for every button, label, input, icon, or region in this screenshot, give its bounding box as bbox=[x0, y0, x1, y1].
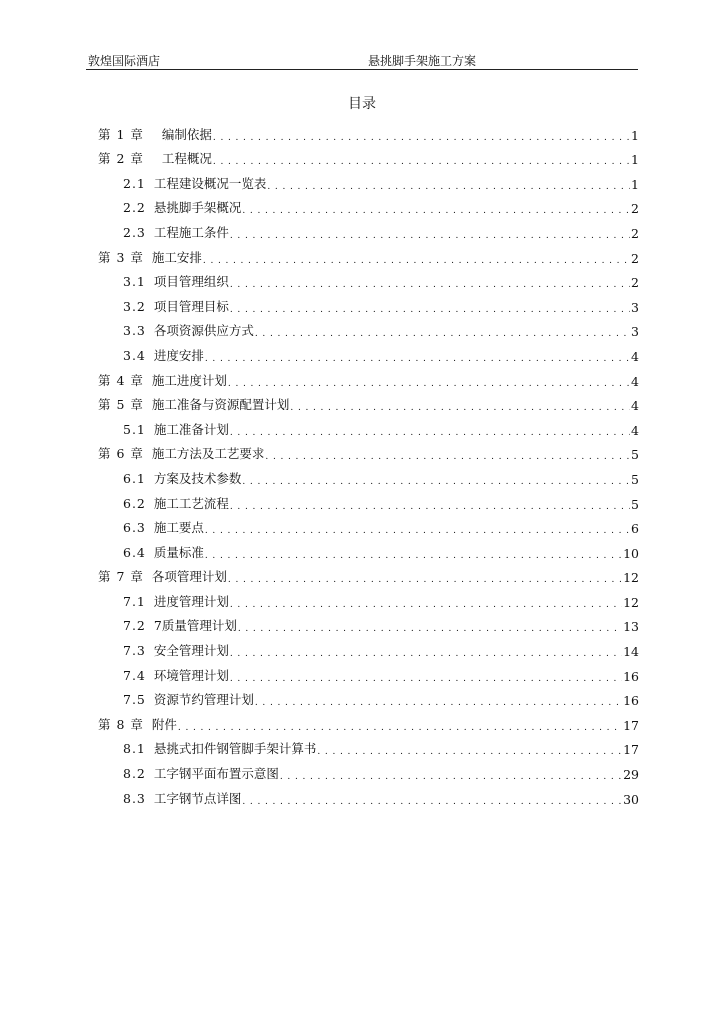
toc-entry-number: 第 7 章 bbox=[98, 569, 144, 585]
toc-entry-label bbox=[123, 616, 237, 634]
dot-leader bbox=[230, 498, 630, 512]
dot-leader bbox=[238, 620, 622, 634]
dot-leader bbox=[317, 743, 622, 757]
toc-entry-page: 10 bbox=[623, 545, 639, 561]
toc-entry-page: 17 bbox=[623, 742, 639, 758]
toc-entry-page: 1 bbox=[631, 127, 639, 143]
toc-entry-label bbox=[123, 272, 229, 290]
toc-entry-label bbox=[98, 567, 227, 585]
toc-entry-number: 第 2 章 bbox=[98, 151, 144, 167]
toc-entry bbox=[98, 389, 639, 414]
toc-entry-page: 4 bbox=[631, 398, 639, 414]
toc-entry bbox=[98, 659, 639, 684]
toc-entry-number: 6.2 bbox=[123, 495, 146, 511]
toc-entry-label bbox=[123, 346, 204, 364]
toc-entry-page: 2 bbox=[631, 225, 639, 241]
dot-leader bbox=[230, 227, 630, 241]
toc-entry bbox=[98, 315, 639, 340]
toc-entry-page: 2 bbox=[631, 275, 639, 291]
dot-leader bbox=[228, 375, 630, 389]
toc-entry-title: 施工进度计划 bbox=[151, 372, 227, 388]
toc-entry bbox=[98, 610, 639, 635]
toc-entry bbox=[98, 708, 639, 733]
toc-entry-number: 3.1 bbox=[123, 274, 146, 290]
toc-entry-label bbox=[123, 198, 241, 216]
toc-entry-title: 编制依据 bbox=[161, 126, 212, 142]
toc-entry-number: 7.1 bbox=[123, 593, 146, 609]
toc-entry-label bbox=[98, 444, 264, 462]
toc-entry bbox=[98, 438, 639, 463]
toc-entry-label bbox=[98, 125, 212, 143]
toc-entry-number: 3.4 bbox=[123, 347, 146, 363]
dot-leader bbox=[213, 153, 630, 167]
toc-entry-number: 7.3 bbox=[123, 643, 146, 659]
toc-entry bbox=[98, 413, 639, 438]
toc-entry-title: 悬挑式扣件钢管脚手架计算书 bbox=[153, 741, 317, 757]
toc-entry bbox=[98, 266, 639, 291]
dot-leader bbox=[242, 793, 622, 807]
toc-entry-number: 第 4 章 bbox=[98, 372, 144, 388]
dot-leader bbox=[230, 645, 622, 659]
toc-entry-number: 3.2 bbox=[123, 298, 146, 314]
toc-entry-title: 施工准备计划 bbox=[153, 421, 229, 437]
toc-entry-number: 3.3 bbox=[123, 323, 146, 339]
toc-entry-title: 工程施工条件 bbox=[153, 224, 229, 240]
toc-entry-page: 16 bbox=[623, 668, 639, 684]
toc-entry bbox=[98, 339, 639, 364]
toc-entry-number: 8.2 bbox=[123, 766, 146, 782]
dot-leader bbox=[242, 473, 630, 487]
toc-entry-page: 1 bbox=[631, 152, 639, 168]
toc-entry-title: 施工准备与资源配置计划 bbox=[151, 397, 290, 413]
toc-entry-page: 4 bbox=[631, 422, 639, 438]
toc-entry-label bbox=[123, 641, 229, 659]
toc-entry-title: 安全管理计划 bbox=[153, 643, 229, 659]
dot-leader bbox=[205, 522, 630, 536]
toc-entry bbox=[98, 216, 639, 241]
toc-entry-title: 悬挑脚手架概况 bbox=[153, 200, 242, 216]
dot-leader bbox=[290, 399, 630, 413]
toc-entry-number: 6.1 bbox=[123, 470, 146, 486]
toc-entry bbox=[98, 757, 639, 782]
toc-entry-page: 12 bbox=[623, 594, 639, 610]
toc-entry-number: 7.5 bbox=[123, 692, 146, 708]
toc-entry-number: 2.2 bbox=[123, 200, 146, 216]
toc-entry-label bbox=[123, 321, 254, 339]
dot-leader bbox=[205, 547, 622, 561]
toc-entry-page: 5 bbox=[631, 496, 639, 512]
toc-entry-title: 方案及技术参数 bbox=[153, 470, 242, 486]
toc-entry-page: 6 bbox=[631, 521, 639, 537]
page-header bbox=[86, 50, 638, 70]
table-of-contents bbox=[98, 118, 639, 807]
toc-entry bbox=[98, 585, 639, 610]
toc-entry bbox=[98, 512, 639, 537]
toc-entry-label bbox=[123, 297, 229, 315]
toc-entry-title: 质量标准 bbox=[153, 544, 204, 560]
toc-entry-number: 6.4 bbox=[123, 544, 146, 560]
toc-entry-number: 7.2 bbox=[123, 618, 146, 634]
toc-entry bbox=[98, 536, 639, 561]
toc-entry-number: 第 1 章 bbox=[98, 126, 144, 142]
toc-entry-title: 工字钢节点详图 bbox=[153, 790, 242, 806]
toc-entry-page: 17 bbox=[623, 717, 639, 733]
toc-entry-label bbox=[98, 395, 289, 413]
toc-entry-label bbox=[98, 248, 202, 266]
dot-leader bbox=[203, 252, 630, 266]
toc-entry-number: 5.1 bbox=[123, 421, 146, 437]
header-rule bbox=[86, 69, 638, 70]
toc-entry-page: 5 bbox=[631, 447, 639, 463]
toc-entry-label bbox=[98, 149, 212, 167]
toc-entry-title: 工程概况 bbox=[161, 151, 212, 167]
dot-leader bbox=[255, 325, 630, 339]
toc-entry bbox=[98, 364, 639, 389]
dot-leader bbox=[280, 768, 622, 782]
dot-leader bbox=[267, 178, 630, 192]
toc-entry-title: 进度管理计划 bbox=[153, 593, 229, 609]
toc-entry-label bbox=[123, 223, 229, 241]
toc-entry-title: 施工要点 bbox=[153, 520, 204, 536]
toc-entry-page: 3 bbox=[631, 324, 639, 340]
toc-entry-page: 30 bbox=[623, 791, 639, 807]
toc-entry-label bbox=[123, 469, 241, 487]
dot-leader bbox=[230, 596, 622, 610]
dot-leader bbox=[213, 129, 630, 143]
toc-entry bbox=[98, 733, 639, 758]
toc-entry-title: 项目管理目标 bbox=[153, 298, 229, 314]
toc-entry-label bbox=[123, 666, 229, 684]
toc-entry-title: 工程建设概况一览表 bbox=[153, 175, 267, 191]
dot-leader bbox=[255, 694, 622, 708]
toc-entry-page: 5 bbox=[631, 471, 639, 487]
dot-leader bbox=[265, 448, 630, 462]
toc-entry-page: 1 bbox=[631, 176, 639, 192]
toc-entry-label bbox=[123, 690, 254, 708]
toc-entry-page: 3 bbox=[631, 299, 639, 315]
toc-entry bbox=[98, 290, 639, 315]
toc-entry-number: 2.1 bbox=[123, 175, 146, 191]
toc-entry-label bbox=[98, 715, 177, 733]
toc-entry bbox=[98, 462, 639, 487]
toc-entry bbox=[98, 684, 639, 709]
toc-entry-title: 工字钢平面布置示意图 bbox=[153, 766, 279, 782]
dot-leader bbox=[205, 350, 630, 364]
toc-entry-title: 资源节约管理计划 bbox=[153, 692, 254, 708]
toc-entry-title: 各项管理计划 bbox=[151, 569, 227, 585]
toc-entry-page: 2 bbox=[631, 250, 639, 266]
toc-entry bbox=[98, 782, 639, 807]
dot-leader bbox=[230, 276, 630, 290]
toc-entry-label bbox=[123, 739, 316, 757]
toc-entry-number: 2.3 bbox=[123, 224, 146, 240]
toc-entry bbox=[98, 561, 639, 586]
dot-leader bbox=[178, 719, 622, 733]
toc-entry-page: 12 bbox=[623, 570, 639, 586]
toc-entry-label bbox=[123, 592, 229, 610]
toc-entry-number: 8.3 bbox=[123, 790, 146, 806]
toc-entry-title: 项目管理组织 bbox=[153, 274, 229, 290]
toc-entry-page: 16 bbox=[623, 693, 639, 709]
toc-entry bbox=[98, 487, 639, 512]
toc-entry bbox=[98, 118, 639, 143]
toc-entry-title: 施工安排 bbox=[151, 249, 202, 265]
dot-leader bbox=[242, 202, 630, 216]
toc-entry-title: 附件 bbox=[151, 716, 177, 732]
toc-entry-label bbox=[123, 420, 229, 438]
dot-leader bbox=[230, 424, 630, 438]
toc-entry bbox=[98, 143, 639, 168]
toc-entry-title: 各项资源供应方式 bbox=[153, 323, 254, 339]
toc-entry-page: 4 bbox=[631, 373, 639, 389]
dot-leader bbox=[228, 571, 622, 585]
dot-leader bbox=[230, 301, 630, 315]
toc-entry-number: 8.1 bbox=[123, 741, 146, 757]
toc-entry bbox=[98, 241, 639, 266]
toc-entry-label bbox=[123, 543, 204, 561]
toc-entry-number: 6.3 bbox=[123, 520, 146, 536]
toc-entry-number: 7.4 bbox=[123, 667, 146, 683]
toc-entry-label bbox=[123, 518, 204, 536]
toc-entry-page: 29 bbox=[623, 767, 639, 783]
toc-entry-title: 进度安排 bbox=[153, 347, 204, 363]
toc-entry bbox=[98, 634, 639, 659]
toc-entry-page: 4 bbox=[631, 348, 639, 364]
toc-entry-page: 14 bbox=[623, 644, 639, 660]
toc-entry bbox=[98, 167, 639, 192]
toc-entry-title: 7质量管理计划 bbox=[153, 618, 237, 634]
toc-entry-label bbox=[123, 494, 229, 512]
toc-entry-number: 第 6 章 bbox=[98, 446, 144, 462]
toc-entry-page: 13 bbox=[623, 619, 639, 635]
toc-entry-label bbox=[98, 371, 227, 389]
toc-title: 目录 bbox=[348, 96, 376, 112]
toc-entry-title: 施工工艺流程 bbox=[153, 495, 229, 511]
dot-leader bbox=[230, 670, 622, 684]
toc-entry-label bbox=[123, 764, 279, 782]
toc-entry-number: 第 8 章 bbox=[98, 716, 144, 732]
toc-entry-number: 第 5 章 bbox=[98, 397, 144, 413]
toc-entry bbox=[98, 192, 639, 217]
header-left-text: 敦煌国际酒店 bbox=[88, 54, 161, 68]
header-right-text: 悬挑脚手架施工方案 bbox=[368, 54, 477, 68]
toc-entry-page: 2 bbox=[631, 201, 639, 217]
toc-entry-number: 第 3 章 bbox=[98, 249, 144, 265]
toc-entry-label bbox=[123, 789, 241, 807]
toc-entry-title: 施工方法及工艺要求 bbox=[151, 446, 265, 462]
toc-entry-title: 环境管理计划 bbox=[153, 667, 229, 683]
toc-entry-label bbox=[123, 174, 266, 192]
